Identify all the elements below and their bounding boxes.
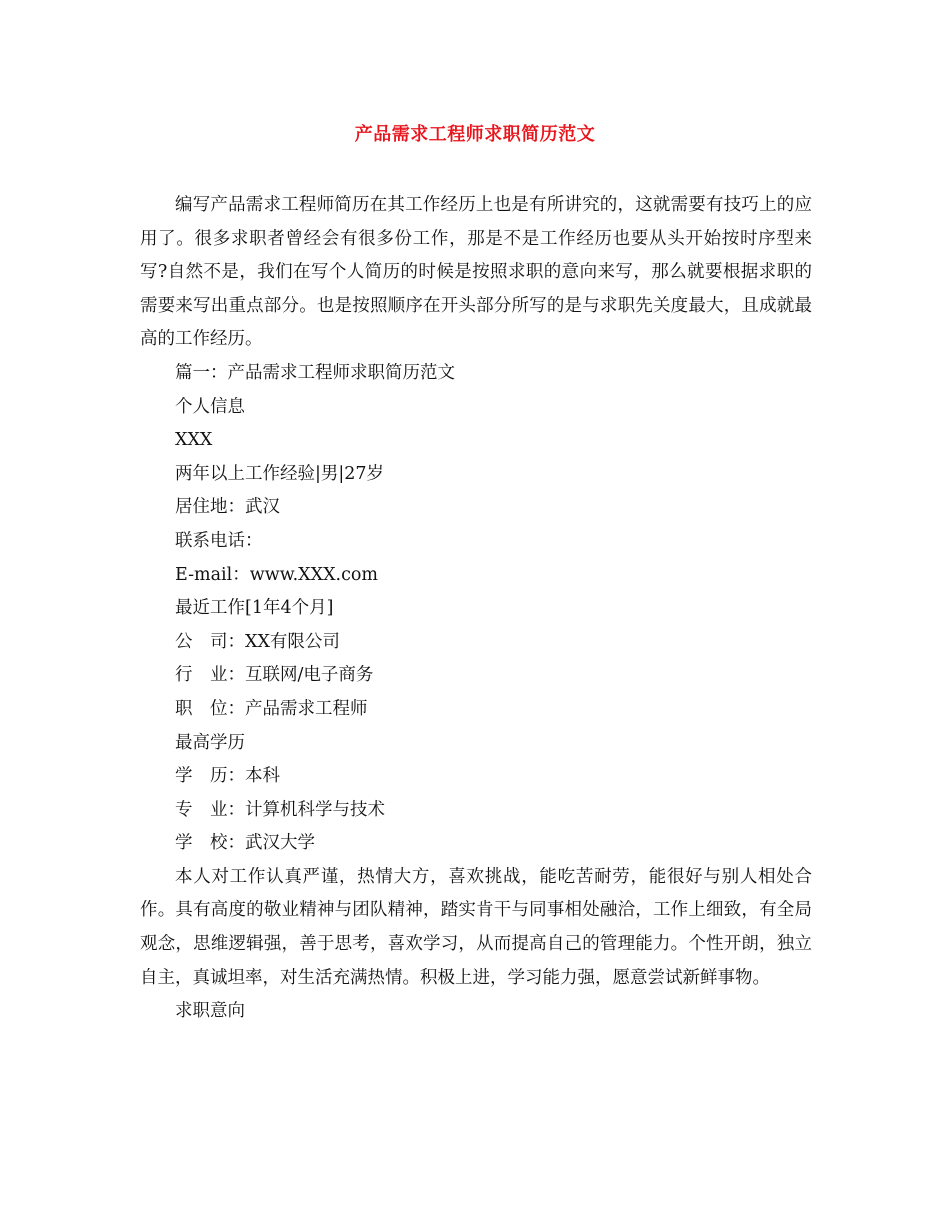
document-body	[140, 189, 812, 1029]
heading-job-intention: 求职意向	[175, 1001, 245, 1022]
education-degree: 学 历：本科	[175, 766, 280, 787]
heading-recent-work: 最近工作[1年4个月]	[175, 598, 334, 619]
recent-industry: 行 业：互联网/电子商务	[175, 665, 374, 686]
heading-personal-info: 个人信息	[175, 396, 245, 417]
education-major: 专 业：计算机科学与技术	[175, 799, 385, 820]
experience-gender-age: 两年以上工作经验|男|27岁	[175, 463, 385, 484]
education-school: 学 校：武汉大学	[175, 833, 315, 854]
contact-phone: 联系电话：	[175, 530, 263, 551]
section-heading-article-one: 篇一：产品需求工程师求职简历范文	[175, 362, 455, 383]
email: E-mail：www.XXX.com	[175, 564, 379, 585]
recent-company: 公 司：XX有限公司	[175, 631, 340, 652]
intro-paragraph: 编写产品需求工程师简历在其工作经历上也是有所讲究的，这就需要有技巧上的应用了。很多求职者曾经会有很多份工作，那是不是工作经历也要从头开始按时序型来写?自然不是，我们在写个人简历的时候是按照求职的意向来写，那么就要根据求职的需要来写出重点部分。也是按照顺序在开头部分所写的是与求职先关度最大，且成就最高的工作经历。	[140, 195, 812, 350]
document-title: 产品需求工程师求职简历范文	[354, 124, 596, 145]
residence: 居住地：武汉	[175, 497, 280, 518]
self-assessment-paragraph: 本人对工作认真严谨，热情大方，喜欢挑战，能吃苦耐劳，能很好与别人相处合作。具有高度的敬业精神与团队精神，踏实肯干与同事相处融洽，工作上细致，有全局观念，思维逻辑强，善于思考，喜欢学习，从而提高自己的管理能力。个性开朗，独立自主，真诚坦率，对生活充满热情。积极上进，学习能力强，愿意尝试新鲜事物。	[140, 866, 812, 988]
heading-highest-education: 最高学历	[175, 732, 245, 753]
candidate-name: XXX	[175, 430, 213, 451]
recent-position: 职 位：产品需求工程师	[175, 698, 368, 719]
